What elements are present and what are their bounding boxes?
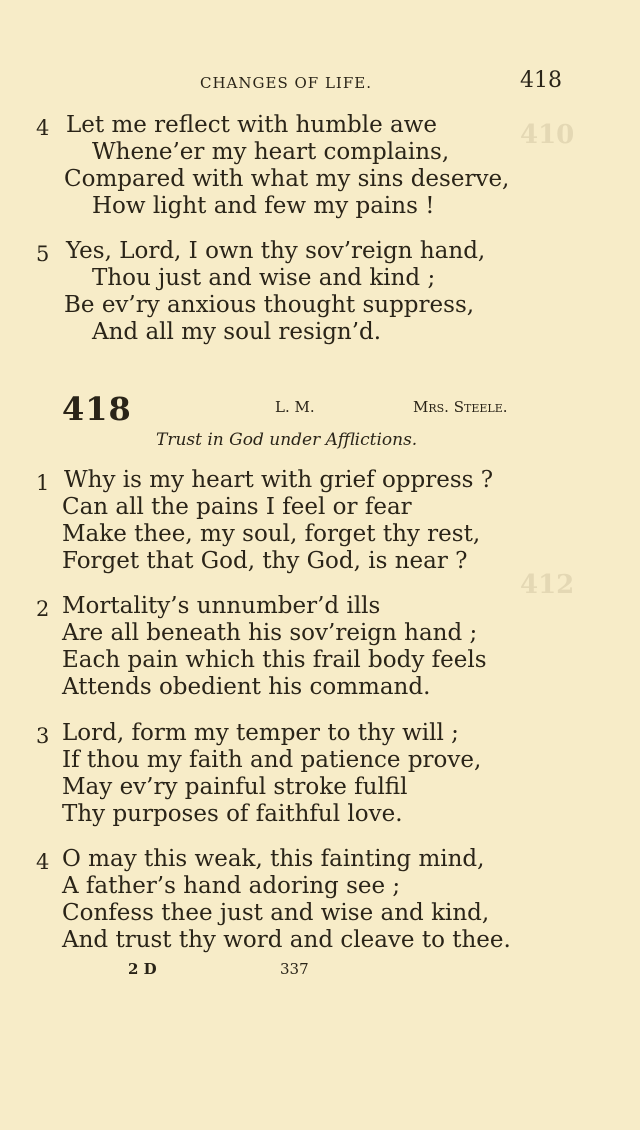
signature-mark: 2 D <box>128 960 157 978</box>
verse-number: 4 <box>36 116 50 140</box>
verse-line: Whene’er my heart complains, <box>92 139 450 165</box>
verse-line: A father’s hand adoring see ; <box>62 873 401 899</box>
verse-line: Yes, Lord, I own thy sov’reign hand, <box>66 238 486 264</box>
verse-line: And trust thy word and cleave to thee. <box>62 927 511 953</box>
verse-line: Attends obedient his command. <box>62 674 431 700</box>
verse-line: O may this weak, this fainting mind, <box>62 846 485 872</box>
verse-number: 4 <box>36 850 50 874</box>
verse-line: Each pain which this frail body feels <box>62 647 487 673</box>
hymn-author: Mrs. Steele. <box>413 398 508 416</box>
verse-line: Make thee, my soul, forget thy rest, <box>62 521 481 547</box>
verse-number: 1 <box>36 471 50 495</box>
verse-line: Thou just and wise and kind ; <box>92 265 436 291</box>
bleed-through-text: 412 <box>520 570 575 600</box>
verse-line: Can all the pains I feel or fear <box>62 494 412 520</box>
verse-line: Are all beneath his sov’reign hand ; <box>62 620 478 646</box>
verse-number: 3 <box>36 724 50 748</box>
bleed-through-text: 410 <box>520 120 575 150</box>
running-header: CHANGES OF LIFE. <box>200 74 372 92</box>
verse-line: If thou my faith and patience prove, <box>62 747 482 773</box>
verse-number: 5 <box>36 242 50 266</box>
verse-line: Compared with what my sins deserve, <box>64 166 510 192</box>
verse-line: Forget that God, thy God, is near ? <box>62 548 468 574</box>
verse-number: 2 <box>36 597 50 621</box>
verse-line: Mortality’s unnumber’d ills <box>62 593 381 619</box>
verse-line: How light and few my pains ! <box>92 193 435 219</box>
verse-line: And all my soul resign’d. <box>92 319 382 345</box>
hymn-number: 418 <box>62 390 132 428</box>
verse-line: Let me reflect with humble awe <box>66 112 438 138</box>
hymn-title: Trust in God under Afflictions. <box>156 430 418 450</box>
verse-line: Why is my heart with grief oppress ? <box>64 467 494 493</box>
hymn-meter: L. M. <box>275 398 315 416</box>
verse-line: Be ev’ry anxious thought suppress, <box>64 292 475 318</box>
folio-number: 337 <box>280 960 309 978</box>
page-number: 418 <box>520 68 562 93</box>
verse-line: May ev’ry painful stroke fulfil <box>62 774 408 800</box>
verse-line: Lord, form my temper to thy will ; <box>62 720 459 746</box>
verse-line: Thy purposes of faithful love. <box>62 801 403 827</box>
verse-line: Confess thee just and wise and kind, <box>62 900 490 926</box>
